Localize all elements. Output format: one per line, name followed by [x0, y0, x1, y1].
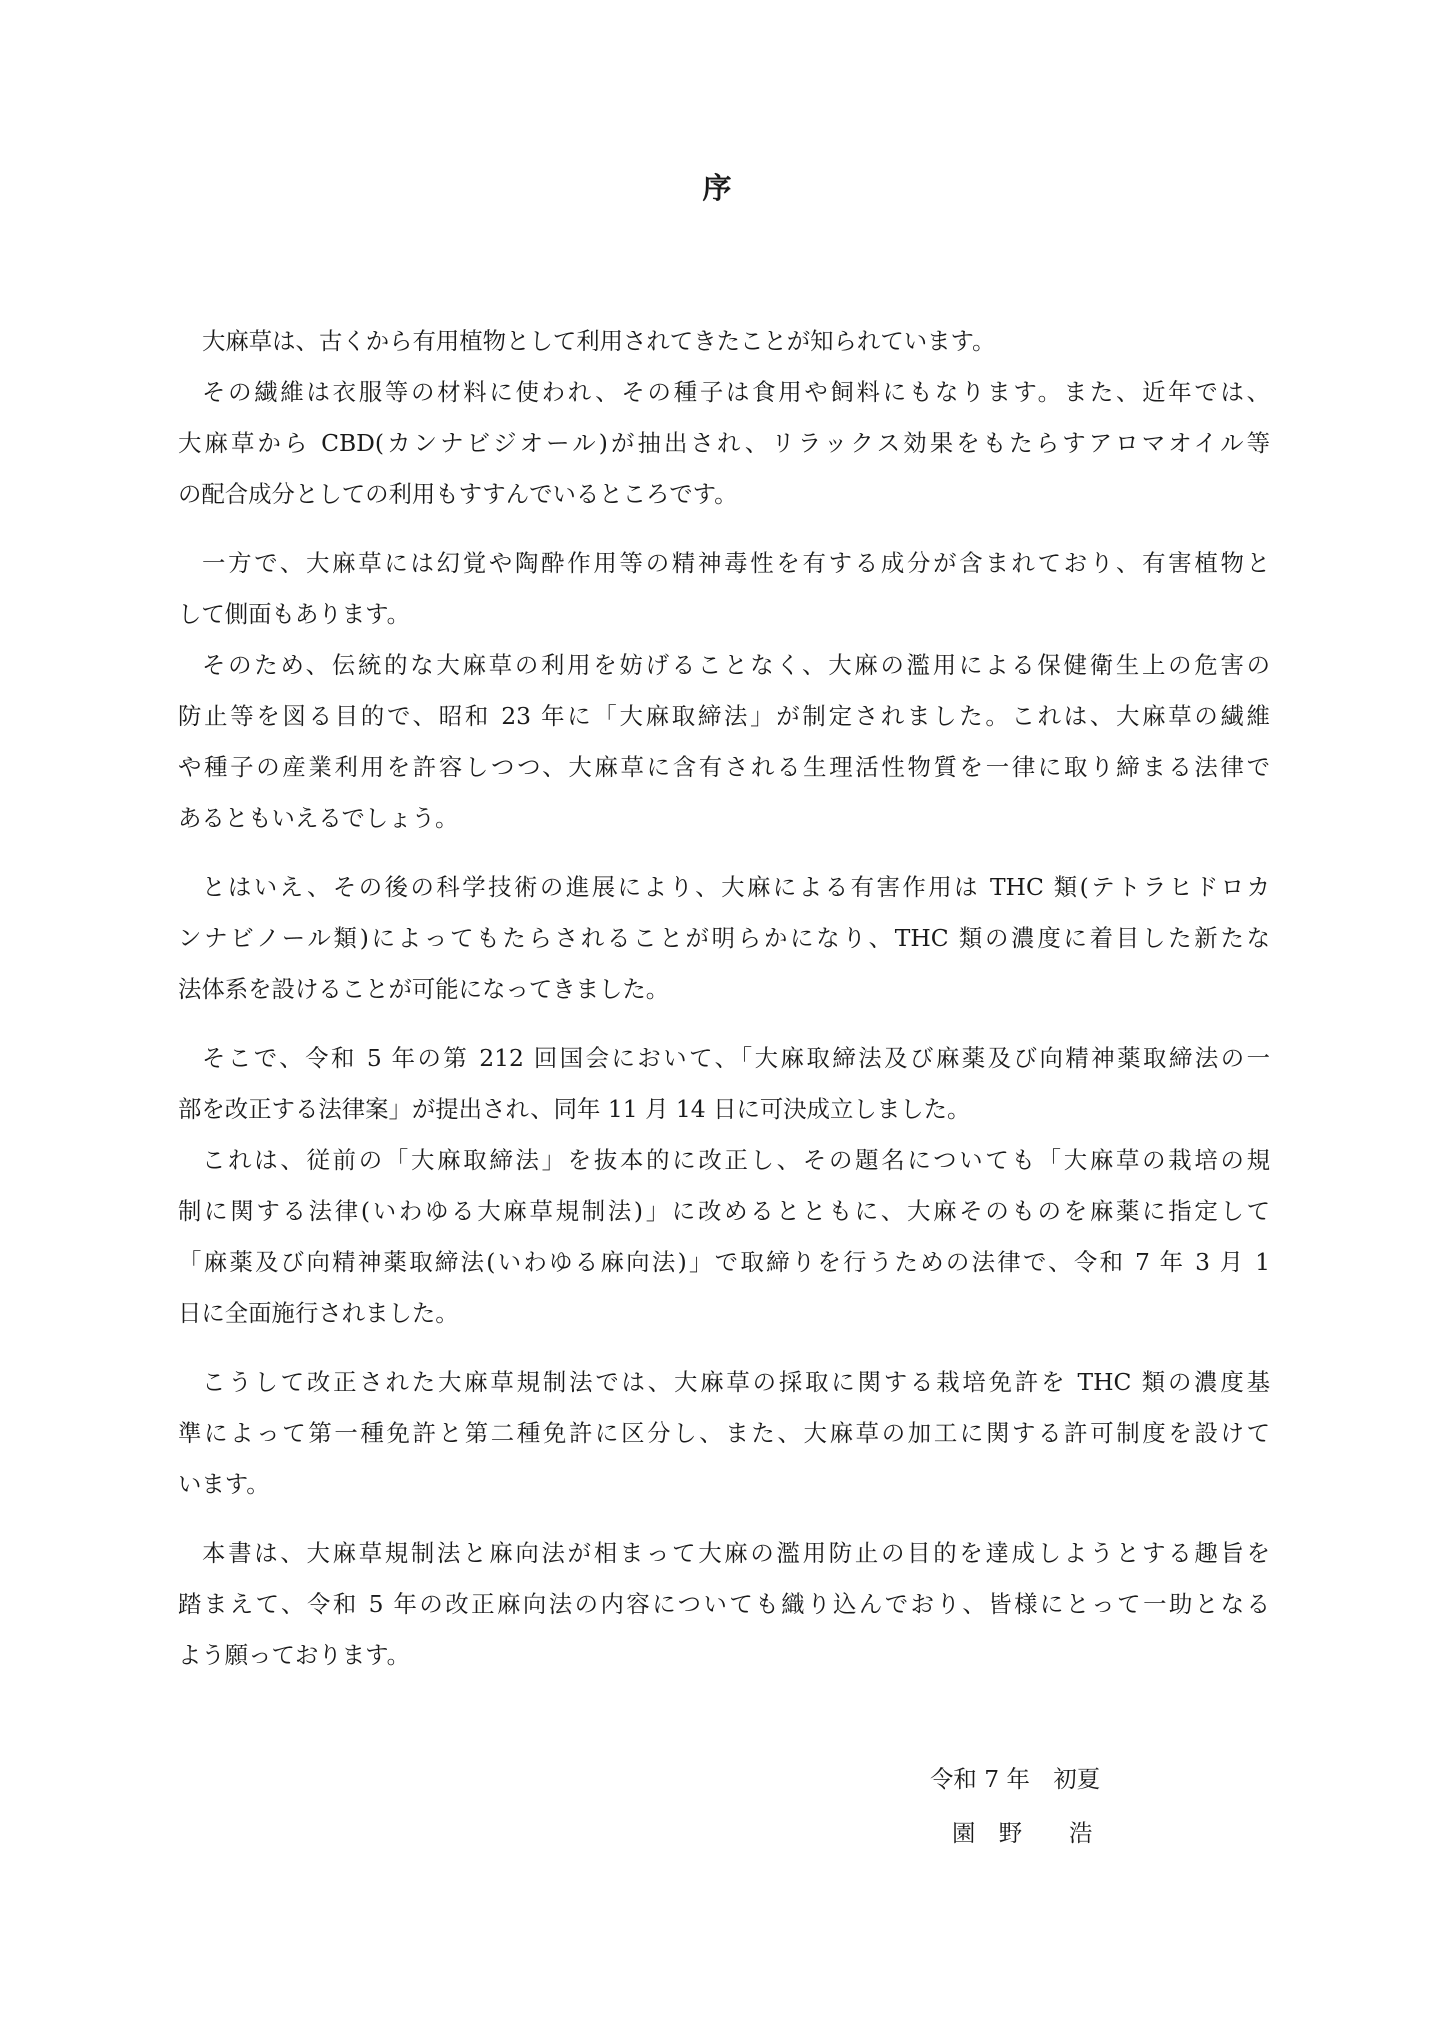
paragraph-line: して側面もあります。 [178, 600, 411, 628]
page-title: 序 [702, 171, 732, 205]
paragraph [178, 316, 1270, 367]
paragraph-line: 制に関する法律(いわゆる大麻草規制法)」に改めるとともに、大麻そのものを麻薬に指定して [178, 1197, 1270, 1225]
paragraph-line: その繊維は衣服等の材料に使われ、その種子は食用や飼料にもなります。また、近年では、 [202, 378, 1270, 406]
paragraph [178, 1135, 1270, 1339]
paragraph-line: 大麻草から CBD(カンナビジオール)が抽出され、リラックス効果をもたらすアロマオイル等 [178, 429, 1270, 457]
paragraph [178, 862, 1270, 1015]
paragraph [178, 1033, 1270, 1135]
paragraph-line: 本書は、大麻草規制法と麻向法が相まって大麻の濫用防止の目的を達成しようとする趣旨を [202, 1539, 1270, 1567]
paragraph-line: 踏まえて、令和 5 年の改正麻向法の内容についても織り込んでおり、皆様にとって一助となる [178, 1590, 1270, 1618]
paragraph-line: これは、従前の「大麻取締法」を抜本的に改正し、その題名についても「大麻草の栽培の規 [202, 1146, 1270, 1174]
paragraph-line: 「麻薬及び向精神薬取締法(いわゆる麻向法)」で取締りを行うための法律で、令和 7 年 3 月 1 [178, 1248, 1270, 1276]
paragraph-line: 日に全面施行されました。 [178, 1299, 459, 1327]
paragraph-line: や種子の産業利用を許容しつつ、大麻草に含有される生理活性物質を一律に取り締まる法律で [178, 753, 1270, 781]
paragraph [178, 538, 1270, 640]
paragraph-line: の配合成分としての利用もすすんでいるところです。 [178, 480, 738, 508]
paragraph-line: ンナビノール類)によってもたらされることが明らかになり、THC 類の濃度に着目した新たな [178, 924, 1270, 952]
paragraph-line: あるともいえるでしょう。 [178, 804, 459, 832]
paragraph-line: 一方で、大麻草には幻覚や陶酔作用等の精神毒性を有する成分が含まれており、有害植物と [202, 549, 1270, 577]
paragraph-line: 法体系を設けることが可能になってきました。 [178, 975, 670, 1003]
paragraph [178, 1528, 1270, 1681]
paragraph [178, 367, 1270, 520]
paragraph-line: います。 [178, 1470, 270, 1498]
paragraph-line: こうして改正された大麻草規制法では、大麻草の採取に関する栽培免許を THC 類の濃度基 [202, 1368, 1270, 1396]
paragraph-line: よう願っております。 [178, 1641, 411, 1669]
signature-date: 令和 7 年 初夏 [930, 1765, 1101, 1793]
paragraph-line: とはいえ、その後の科学技術の進展により、大麻による有害作用は THC 類(テトラヒドロカ [202, 873, 1270, 901]
paragraph-line: 部を改正する法律案」が提出され、同年 11 月 14 日に可決成立しました。 [178, 1095, 971, 1123]
paragraph-line: そのため、伝統的な大麻草の利用を妨げることなく、大麻の濫用による保健衛生上の危害の [202, 651, 1270, 679]
signature-block [930, 1752, 1270, 1860]
paragraph [178, 640, 1270, 844]
preface-body [178, 316, 1270, 1699]
paragraph-line: 準によって第一種免許と第二種免許に区分し、また、大麻草の加工に関する許可制度を設けて [178, 1419, 1270, 1447]
paragraph [178, 1357, 1270, 1510]
paragraph-line: そこで、令和 5 年の第 212 回国会において、「大麻取締法及び麻薬及び向精神薬取締法の一 [202, 1044, 1270, 1072]
paragraph-line: 防止等を図る目的で、昭和 23 年に「大麻取締法」が制定されました。これは、大麻草の繊維 [178, 702, 1270, 730]
signature-author: 園 野 浩 [952, 1819, 1093, 1847]
paragraph-line: 大麻草は、古くから有用植物として利用されてきたことが知られています。 [202, 327, 996, 355]
